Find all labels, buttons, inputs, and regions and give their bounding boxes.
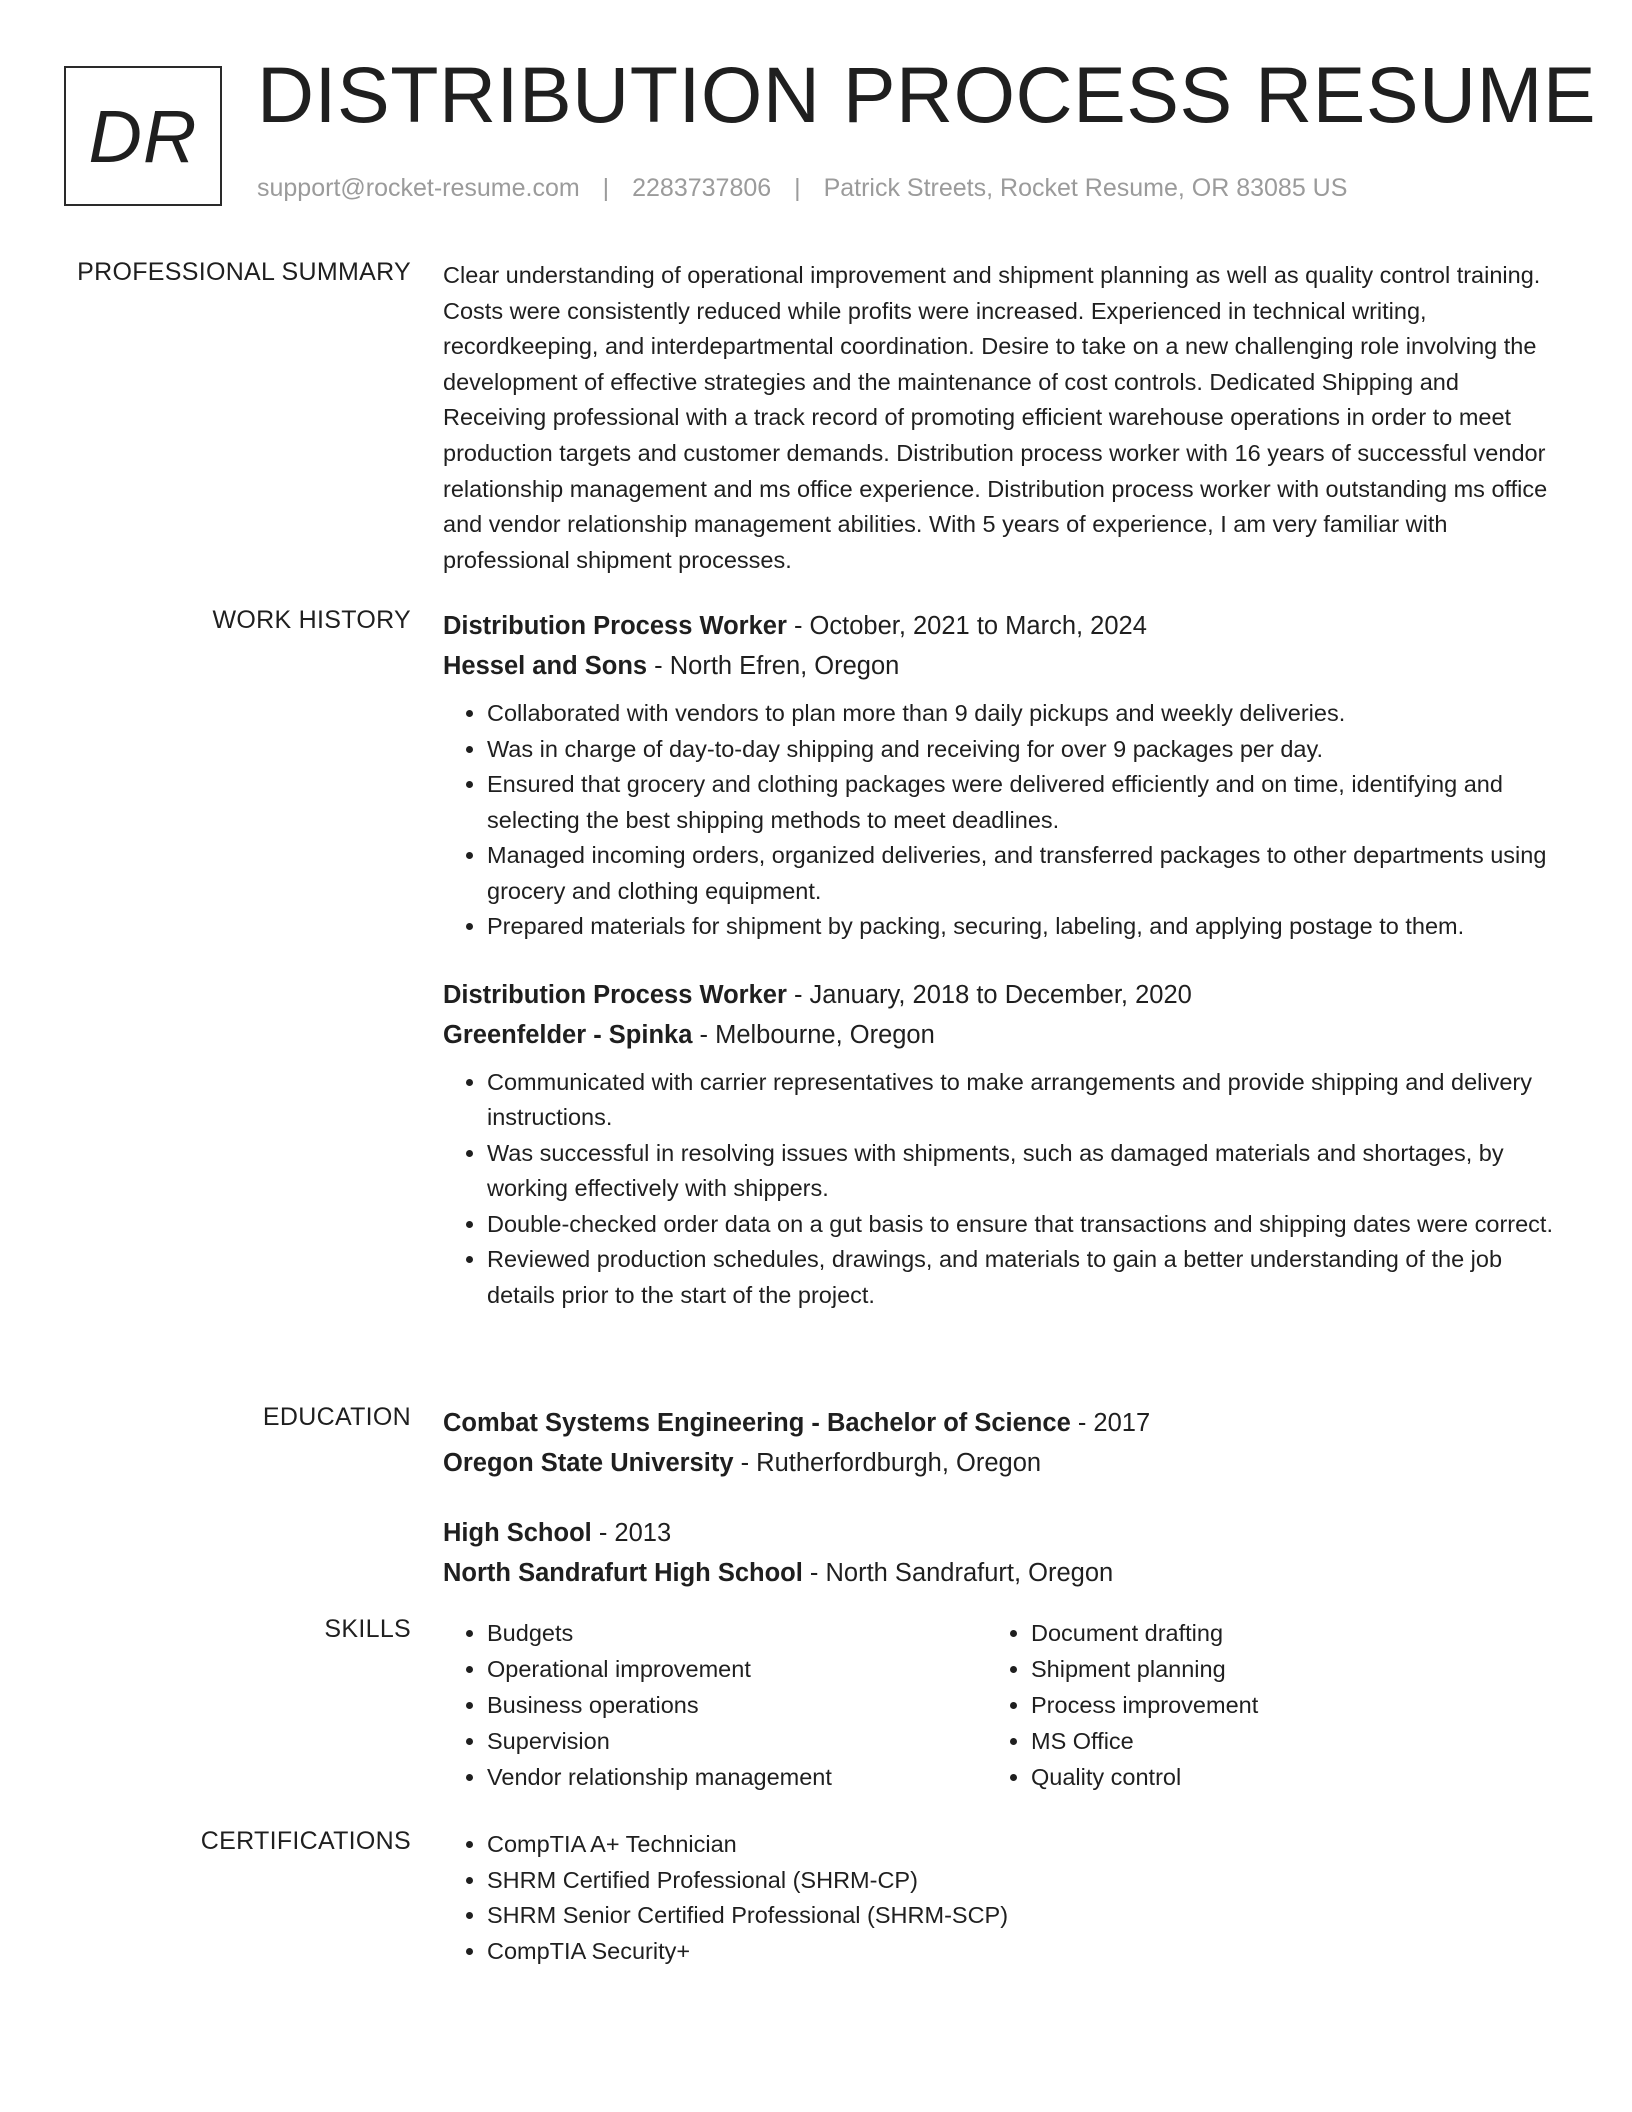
- job-entry: [443, 606, 1553, 945]
- job-duty: • Communicated with carrier representatives to make arrangements and provide shipping and delivery instructions.: [487, 1065, 1553, 1136]
- certification-item: • SHRM Senior Certified Professional (SHRM-SCP): [487, 1898, 1553, 1934]
- education-location: - Rutherfordburgh, Oregon: [733, 1449, 1042, 1477]
- contact-separator: |: [794, 174, 801, 202]
- job-location: - North Efren, Oregon: [647, 652, 900, 680]
- skill-item: • Operational improvement: [487, 1651, 987, 1687]
- job-title: Distribution Process Worker: [443, 612, 787, 640]
- job-title: Distribution Process Worker: [443, 980, 787, 1009]
- summary-text: Clear understanding of operational improvement and shipment planning as well as quality control training. Costs were consistently reduced while profits were increased. Experienced in technical writing, recordkeeping, and interdepartmental coordination. Desire to take on a new challenging role involving the development of effective strategies and the maintenance of cost controls. Dedicated Shipping and Receiving professional with a track record of promoting efficient warehouse operations in order to meet production targets and customer demands. Distribution process worker with 16 years of successful vendor relationship management and ms office experience. Distribution process worker with outstanding ms office and vendor relationship management abilities. With 5 years of experience, I am very familiar with professional shipment processes.: [443, 262, 1548, 573]
- job-duty: • Was in charge of day-to-day shipping and receiving for over 9 packages per day.: [487, 732, 1553, 768]
- job-duty: • Double-checked order data on a gut basis to ensure that transactions and shipping dates were correct.: [487, 1207, 1553, 1243]
- job-company-line: [443, 646, 1553, 686]
- job-duty: • Was successful in resolving issues with shipments, such as damaged materials and shortages, by working effectively with shippers.: [487, 1136, 1553, 1207]
- education-entry: [443, 1403, 1553, 1483]
- education-year: - 2013: [591, 1519, 672, 1547]
- skill-item: • Supervision: [487, 1723, 987, 1759]
- job-title-line: [443, 606, 1553, 646]
- job-company: Hessel and Sons: [443, 652, 648, 680]
- skill-item: • Business operations: [487, 1687, 987, 1723]
- certifications-list: [443, 1827, 1553, 1969]
- job-duty: • Collaborated with vendors to plan more than 9 daily pickups and weekly deliveries.: [487, 696, 1553, 732]
- education-school-line: [443, 1443, 1553, 1483]
- skills-body: [443, 1615, 1553, 1795]
- job-duty: • Managed incoming orders, organized deliveries, and transferred packages to other departments using grocery and clothing equipment.: [487, 838, 1553, 909]
- section-label-work-history: WORK HISTORY: [212, 606, 411, 634]
- certifications-body: [443, 1827, 1553, 1969]
- skill-item: • Document drafting: [1031, 1615, 1487, 1651]
- certification-item: • CompTIA Security+: [487, 1934, 1553, 1970]
- job-company: Greenfelder - Spinka: [443, 1020, 693, 1049]
- education-school-line: [443, 1553, 1553, 1593]
- contact-line: [257, 174, 1347, 203]
- contact-email[interactable]: support@rocket-resume.com: [257, 174, 580, 202]
- education-degree: High School: [443, 1519, 592, 1547]
- skill-item: • Process improvement: [1031, 1687, 1487, 1723]
- section-label-education: EDUCATION: [262, 1403, 411, 1431]
- skill-item: • Quality control: [1031, 1759, 1487, 1795]
- work-history-body: [443, 606, 1553, 1343]
- job-duties-list: [443, 1065, 1553, 1314]
- education-year: - 2017: [1070, 1409, 1151, 1437]
- contact-address: Patrick Streets, Rocket Resume, OR 83085 US: [823, 174, 1348, 202]
- contact-phone[interactable]: 2283737806: [632, 174, 772, 202]
- section-label-certifications: CERTIFICATIONS: [200, 1827, 411, 1855]
- skill-item: • Budgets: [487, 1615, 987, 1651]
- job-dates: - October, 2021 to March, 2024: [786, 612, 1147, 640]
- job-dates: - January, 2018 to December, 2020: [786, 980, 1192, 1009]
- skills-list-right: [987, 1615, 1487, 1795]
- skills-grid: [443, 1615, 1553, 1795]
- job-duty: • Ensured that grocery and clothing packages were delivered efficiently and on time, identifying and selecting the best shipping methods to meet deadlines.: [487, 767, 1553, 838]
- job-duties-list: [443, 696, 1553, 945]
- job-location: - Melbourne, Oregon: [692, 1020, 935, 1049]
- skill-item: • Shipment planning: [1031, 1651, 1487, 1687]
- education-location: - North Sandrafurt, Oregon: [802, 1559, 1114, 1587]
- skill-item: • MS Office: [1031, 1723, 1487, 1759]
- education-school: North Sandrafurt High School: [443, 1559, 803, 1587]
- skills-list-left: [443, 1615, 987, 1795]
- education-body: [443, 1403, 1553, 1623]
- monogram-box: [64, 66, 222, 206]
- certification-item: • SHRM Certified Professional (SHRM-CP): [487, 1863, 1553, 1899]
- education-school: Oregon State University: [443, 1449, 734, 1477]
- education-entry: [443, 1513, 1553, 1593]
- job-company-line: [443, 1015, 1553, 1055]
- job-duty: • Reviewed production schedules, drawings, and materials to gain a better understanding of the job details prior to the start of the project.: [487, 1242, 1553, 1313]
- contact-separator: |: [602, 174, 610, 202]
- summary-body: [443, 258, 1553, 578]
- monogram-initials: DR: [88, 94, 198, 178]
- job-entry: [443, 975, 1553, 1314]
- education-degree-line: [443, 1403, 1553, 1443]
- section-label-skills: SKILLS: [324, 1615, 411, 1643]
- education-degree-line: [443, 1513, 1553, 1553]
- job-title-line: [443, 975, 1553, 1015]
- job-duty: • Prepared materials for shipment by packing, securing, labeling, and applying postage to them.: [487, 909, 1553, 945]
- resume-title: DISTRIBUTION PROCESS RESUME: [257, 50, 1597, 139]
- education-degree: Combat Systems Engineering - Bachelor of Science: [443, 1409, 1071, 1437]
- section-label-summary: PROFESSIONAL SUMMARY: [77, 258, 411, 286]
- skill-item: • Vendor relationship management: [487, 1759, 987, 1795]
- certification-item: • CompTIA A+ Technician: [487, 1827, 1553, 1863]
